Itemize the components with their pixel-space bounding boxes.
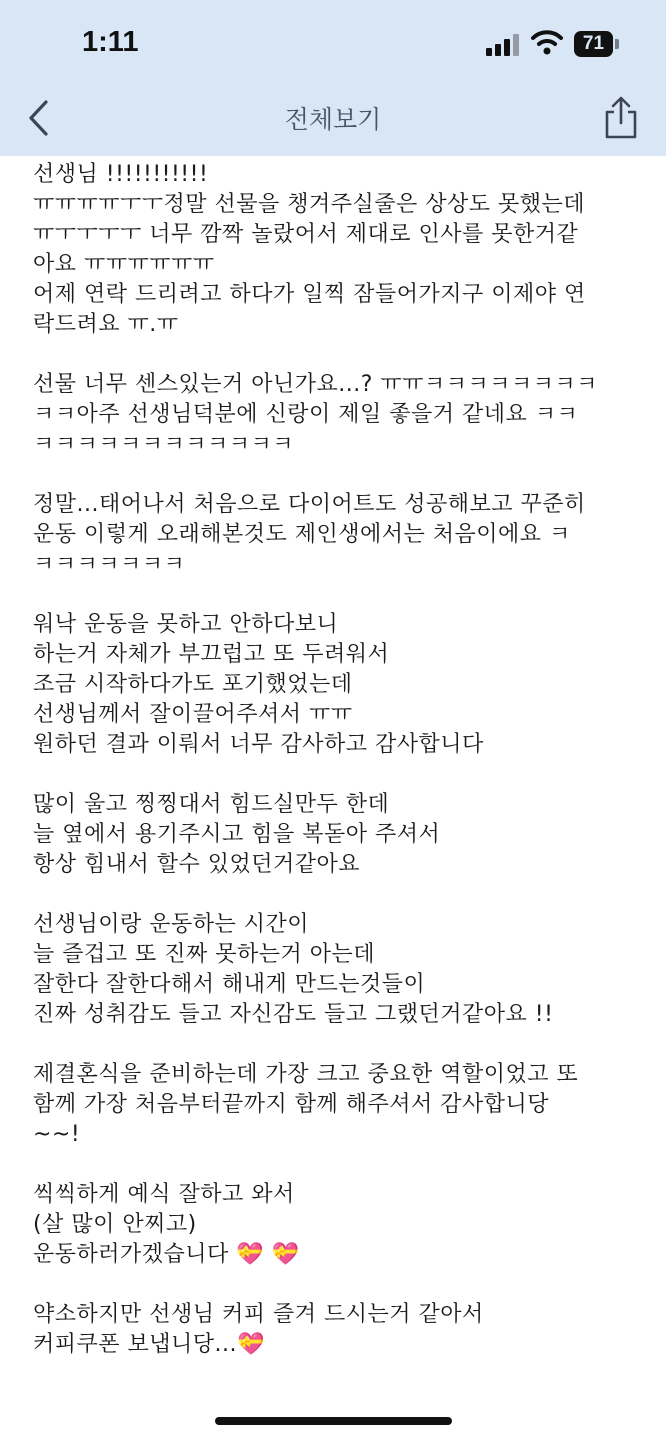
letter-line: 제결혼식을 준비하는데 가장 크고 중요한 역할이었고 또 <box>33 1062 579 1087</box>
letter-line: 선물 너무 센스있는거 아닌가요...? ㅠㅠㅋㅋㅋㅋㅋㅋㅋㅋ <box>33 372 598 397</box>
letter-line: ㅠㅠㅠㅠㅜㅜ정말 선물을 챙겨주실줄은 상상도 못했는데 <box>33 192 586 217</box>
letter-line: 선생님 !!!!!!!!!!! <box>33 162 209 187</box>
letter-line: 운동하러가겠습니다 💝 💝 <box>33 1242 300 1267</box>
letter-line: 씩씩하게 예식 잘하고 와서 <box>33 1182 295 1207</box>
letter-line <box>33 880 643 910</box>
letter-line: ㅋㅋ아주 선생님덕분에 신랑이 제일 좋을거 같네요 ㅋㅋ <box>33 402 579 427</box>
letter-line: 락드려요 ㅠ.ㅠ <box>33 312 179 337</box>
letter-line: 선생님이랑 운동하는 시간이 <box>33 912 310 937</box>
letter-line: 늘 즐겁고 또 진짜 못하는거 아는데 <box>33 942 375 967</box>
letter-line <box>33 580 643 610</box>
letter-line: ㅠㅜㅜㅜㅜ 너무 깜짝 놀랐어서 제대로 인사를 못한거같 <box>33 222 579 247</box>
letter-line: 조금 시작하다가도 포기했었는데 <box>33 672 353 697</box>
letter-line: 선생님께서 잘이끌어주셔서 ㅠㅠ <box>33 702 353 727</box>
letter-line: 워낙 운동을 못하고 안하다보니 <box>33 612 339 637</box>
letter-line: 운동 이렇게 오래해본것도 제인생에서는 처음이에요 ㅋ <box>33 522 571 547</box>
battery-cap <box>615 39 619 49</box>
home-indicator[interactable] <box>215 1417 452 1425</box>
letter-line: 정말...태어나서 처음으로 다이어트도 성공해보고 꾸준히 <box>33 492 586 517</box>
letter-line: 어제 연락 드리려고 하다가 일찍 잠들어가지구 이제야 연 <box>33 282 586 307</box>
letter-line: 진짜 성취감도 들고 자신감도 들고 그랬던거같아요 !! <box>33 1002 554 1027</box>
letter-line: ㅋㅋㅋㅋㅋㅋㅋㅋㅋㅋㅋㅋ <box>33 432 295 457</box>
letter-line: 항상 힘내서 할수 있었던거같아요 <box>33 852 361 877</box>
status-time: 1:11 <box>82 26 139 58</box>
letter-line: 커피쿠폰 보냅니당...💝 <box>33 1332 265 1357</box>
letter-line <box>33 1270 643 1300</box>
letter-line <box>33 760 643 790</box>
wifi-icon <box>531 28 563 56</box>
letter-line <box>33 1030 643 1060</box>
letter-line: 원하던 결과 이뤄서 너무 감사하고 감사합니다 <box>33 732 484 757</box>
letter-line <box>33 1150 643 1180</box>
page-title: 전체보기 <box>284 105 382 134</box>
letter-line: 함께 가장 처음부터끝까지 함께 해주셔서 감사합니당 <box>33 1092 550 1117</box>
letter-line: 아요 ㅠㅠㅠㅠㅠㅠ <box>33 252 215 277</box>
letter-line: ㅋㅋㅋㅋㅋㅋㅋ <box>33 552 186 577</box>
letter-line: ~~! <box>33 1122 81 1147</box>
share-icon[interactable] <box>602 96 640 140</box>
letter-line: (살 많이 안찌고) <box>33 1212 197 1237</box>
letter-line: 늘 옆에서 용기주시고 힘을 복돋아 주셔서 <box>33 822 441 847</box>
letter-line: 많이 울고 찡찡대서 힘드실만두 한데 <box>33 792 390 817</box>
letter-line: 약소하지만 선생님 커피 즐겨 드시는거 같아서 <box>33 1302 484 1327</box>
navigation-header <box>0 0 666 156</box>
letter-body <box>33 160 643 1360</box>
battery-icon <box>574 31 613 57</box>
letter-line: 잘한다 잘한다해서 해내게 만드는것들이 <box>33 972 426 997</box>
battery-level: 71 <box>582 33 605 54</box>
letter-line <box>33 340 643 370</box>
letter-line <box>33 460 643 490</box>
cellular-signal-icon <box>486 34 522 56</box>
letter-line: 하는거 자체가 부끄럽고 또 두려워서 <box>33 642 390 667</box>
